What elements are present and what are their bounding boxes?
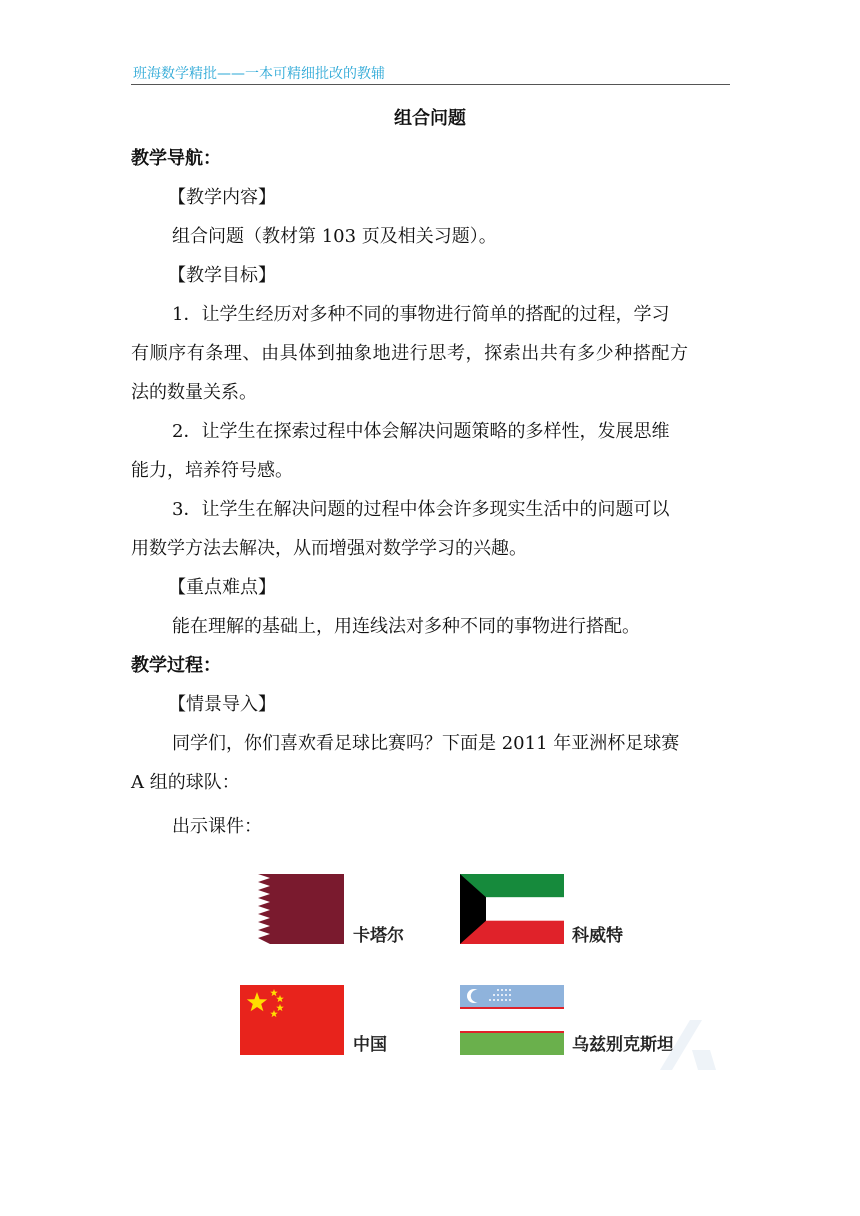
- page-title: 组合问题: [394, 108, 466, 129]
- scene-text-line-1: 同学们，你们喜欢看足球比赛吗？下面是 2011 年亚洲杯足球赛: [172, 733, 680, 754]
- section-teaching-process: 教学过程：: [131, 655, 221, 676]
- scene-heading: 【情景导入】: [168, 694, 276, 715]
- goal-3-line-2: 用数学方法去解决，从而增强对数学学习的兴趣。: [131, 538, 527, 559]
- flag-label-qatar: 卡塔尔: [353, 926, 404, 946]
- goal-1-line-3: 法的数量关系。: [131, 382, 257, 403]
- china-flag-icon: [240, 985, 344, 1055]
- kuwait-flag-icon: [460, 874, 564, 944]
- goal-2-line-2: 能力，培养符号感。: [131, 460, 293, 481]
- scene-text-line-2: A 组的球队：: [131, 772, 240, 793]
- watermark-logo-icon: [650, 1010, 720, 1080]
- keypoint-heading: 【重点难点】: [168, 577, 276, 598]
- flag-label-kuwait: 科威特: [572, 926, 623, 946]
- keypoint-text: 能在理解的基础上，用连线法对多种不同的事物进行搭配。: [172, 616, 640, 637]
- goals-heading: 【教学目标】: [168, 265, 276, 286]
- header-divider: [131, 84, 730, 85]
- flag-label-china: 中国: [353, 1035, 387, 1055]
- header-text: 班海数学精批——一本可精细批改的教辅: [133, 66, 385, 82]
- goal-2-line-1: 2．让学生在探索过程中体会解决问题策略的多样性，发展思维: [172, 421, 670, 442]
- goal-1-line-2: 有顺序有条理、由具体到抽象地进行思考，探索出共有多少种搭配方: [131, 343, 688, 364]
- content-text: 组合问题（教材第 103 页及相关习题）。: [172, 226, 497, 247]
- section-teaching-nav: 教学导航：: [131, 148, 221, 169]
- content-heading: 【教学内容】: [168, 187, 276, 208]
- goal-1-line-1: 1．让学生经历对多种不同的事物进行简单的搭配的过程，学习: [172, 304, 670, 325]
- uzbekistan-flag-icon: [460, 985, 564, 1055]
- qatar-flag-icon: [240, 874, 344, 944]
- show-courseware-text: 出示课件：: [172, 816, 262, 837]
- goal-3-line-1: 3．让学生在解决问题的过程中体会许多现实生活中的问题可以: [172, 499, 670, 520]
- flag-label-uzbekistan: 乌兹别克斯坦: [572, 1035, 674, 1055]
